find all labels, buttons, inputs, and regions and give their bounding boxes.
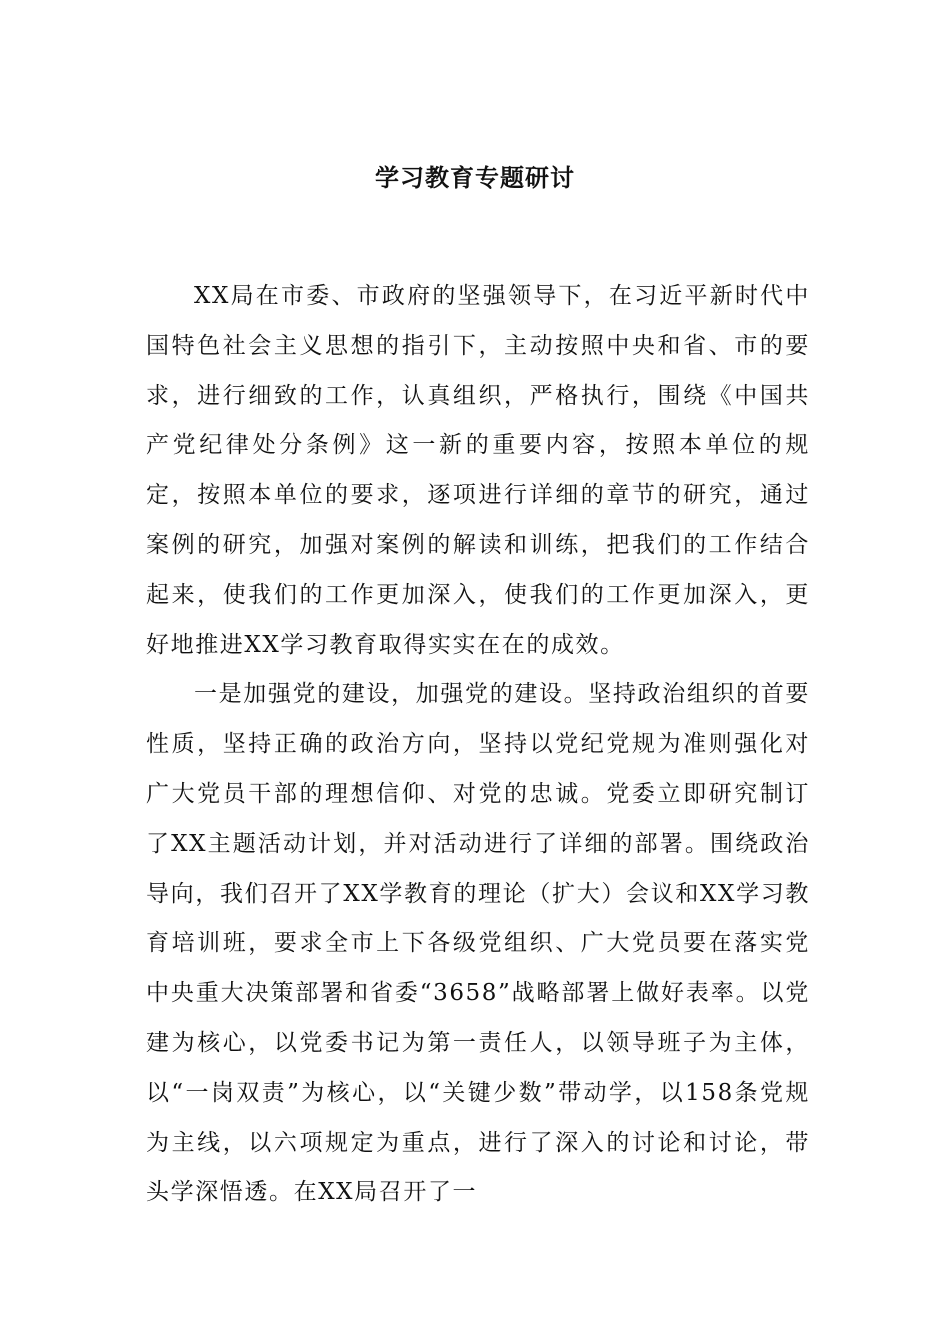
paragraph-party-building: 一是加强党的建设，加强党的建设。坚持政治组织的首要性质，坚持正确的政治方向，坚持以党纪党规为准则强化对广大党员干部的理想信仰、对党的忠诚。党委立即研究制订了XX主题活动计划，并对活动进行了详细的部署。围绕政治导向，我们召开了XX学教育的理论（扩大）会议和XX学习教育培训班，要求全市上下各级党组织、广大党员要在落实党中央重大决策部署和省委“3658”战略部署上做好表率。以党建为核心，以党委书记为第一责任人，以领导班子为主体，以“一岗双责”为核心，以“关键少数”带动学，以158条党规为主线，以六项规定为重点，进行了深入的讨论和讨论，带头学深悟透。在XX局召开了一 <box>146 681 810 1206</box>
document-body <box>146 272 810 1218</box>
document-title: 学习教育专题研讨 <box>375 164 575 192</box>
paragraph-intro: XX局在市委、市政府的坚强领导下，在习近平新时代中国特色社会主义思想的指引下，主动按照中央和省、市的要求，进行细致的工作，认真组织，严格执行，围绕《中国共产党纪律处分条例》这一新的重要内容，按照本单位的规定，按照本单位的要求，逐项进行详细的章节的研究，通过案例的研究，加强对案例的解读和训练，把我们的工作结合起来，使我们的工作更加深入，使我们的工作更加深入，更好地推进XX学习教育取得实实在在的成效。 <box>146 283 810 658</box>
